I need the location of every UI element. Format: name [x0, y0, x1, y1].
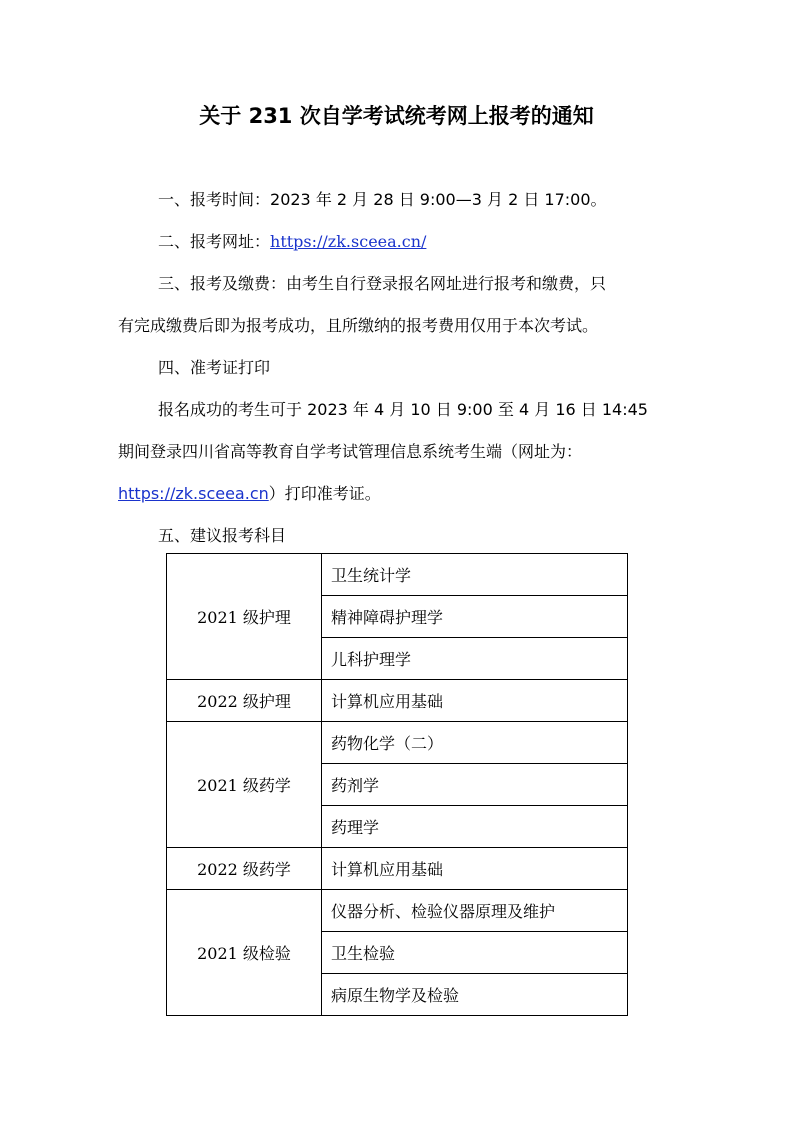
table-row	[167, 890, 628, 932]
exam-time-line	[158, 179, 728, 221]
admit-card-heading: 四、准考证打印	[158, 358, 271, 377]
course-cell: 药物化学（二）	[322, 722, 628, 764]
grade-cell: 2021 级检验	[167, 890, 322, 1016]
exam-time-value: 2023 年 2 月 28 日 9:00—3 月 2 日 17:00。	[270, 190, 607, 209]
exam-site-label: 二、报考网址：	[158, 232, 271, 251]
grade-cell: 2022 级护理	[167, 680, 322, 722]
table-row	[167, 680, 628, 722]
subjects-heading: 五、建议报考科目	[158, 526, 287, 545]
exam-site-line	[158, 221, 728, 263]
admit-paragraph-line-1: 报名成功的考生可于 2023 年 4 月 10 日 9:00 至 4 月 16 日 14:45	[158, 400, 648, 419]
course-cell: 药剂学	[322, 764, 628, 806]
notice-title: 关于 231 次自学考试统考网上报考的通知	[199, 104, 594, 128]
course-cell: 精神障碍护理学	[322, 596, 628, 638]
grade-cell: 2021 级药学	[167, 722, 322, 848]
grade-cell: 2021 级护理	[167, 554, 322, 680]
exam-time-label: 一、报考时间：	[158, 190, 271, 209]
course-cell: 病原生物学及检验	[322, 974, 628, 1016]
subjects-table	[166, 553, 628, 1016]
fee-paragraph-line-2: 有完成缴费后即为报考成功，且所缴纳的报考费用仅用于本次考试。	[118, 316, 599, 335]
fee-paragraph-line-1: 三、报考及缴费：由考生自行登录报名网址进行报考和缴费，只	[158, 274, 607, 293]
exam-site-link[interactable]: https://zk.sceea.cn/	[270, 232, 427, 251]
table-row	[167, 848, 628, 890]
admit-paragraph-tail: ）打印准考证。	[268, 484, 381, 503]
course-cell: 卫生检验	[322, 932, 628, 974]
course-cell: 卫生统计学	[322, 554, 628, 596]
admit-paragraph-line-2: 期间登录四川省高等教育自学考试管理信息系统考生端（网址为：	[118, 442, 583, 461]
course-cell: 仪器分析、检验仪器原理及维护	[322, 890, 628, 932]
course-cell: 药理学	[322, 806, 628, 848]
admit-paragraph-line-3	[118, 473, 688, 515]
course-cell: 计算机应用基础	[322, 848, 628, 890]
course-cell: 计算机应用基础	[322, 680, 628, 722]
course-cell: 儿科护理学	[322, 638, 628, 680]
grade-cell: 2022 级药学	[167, 848, 322, 890]
admit-site-link[interactable]: https://zk.sceea.cn	[118, 484, 269, 503]
table-row	[167, 722, 628, 764]
table-row	[167, 554, 628, 596]
